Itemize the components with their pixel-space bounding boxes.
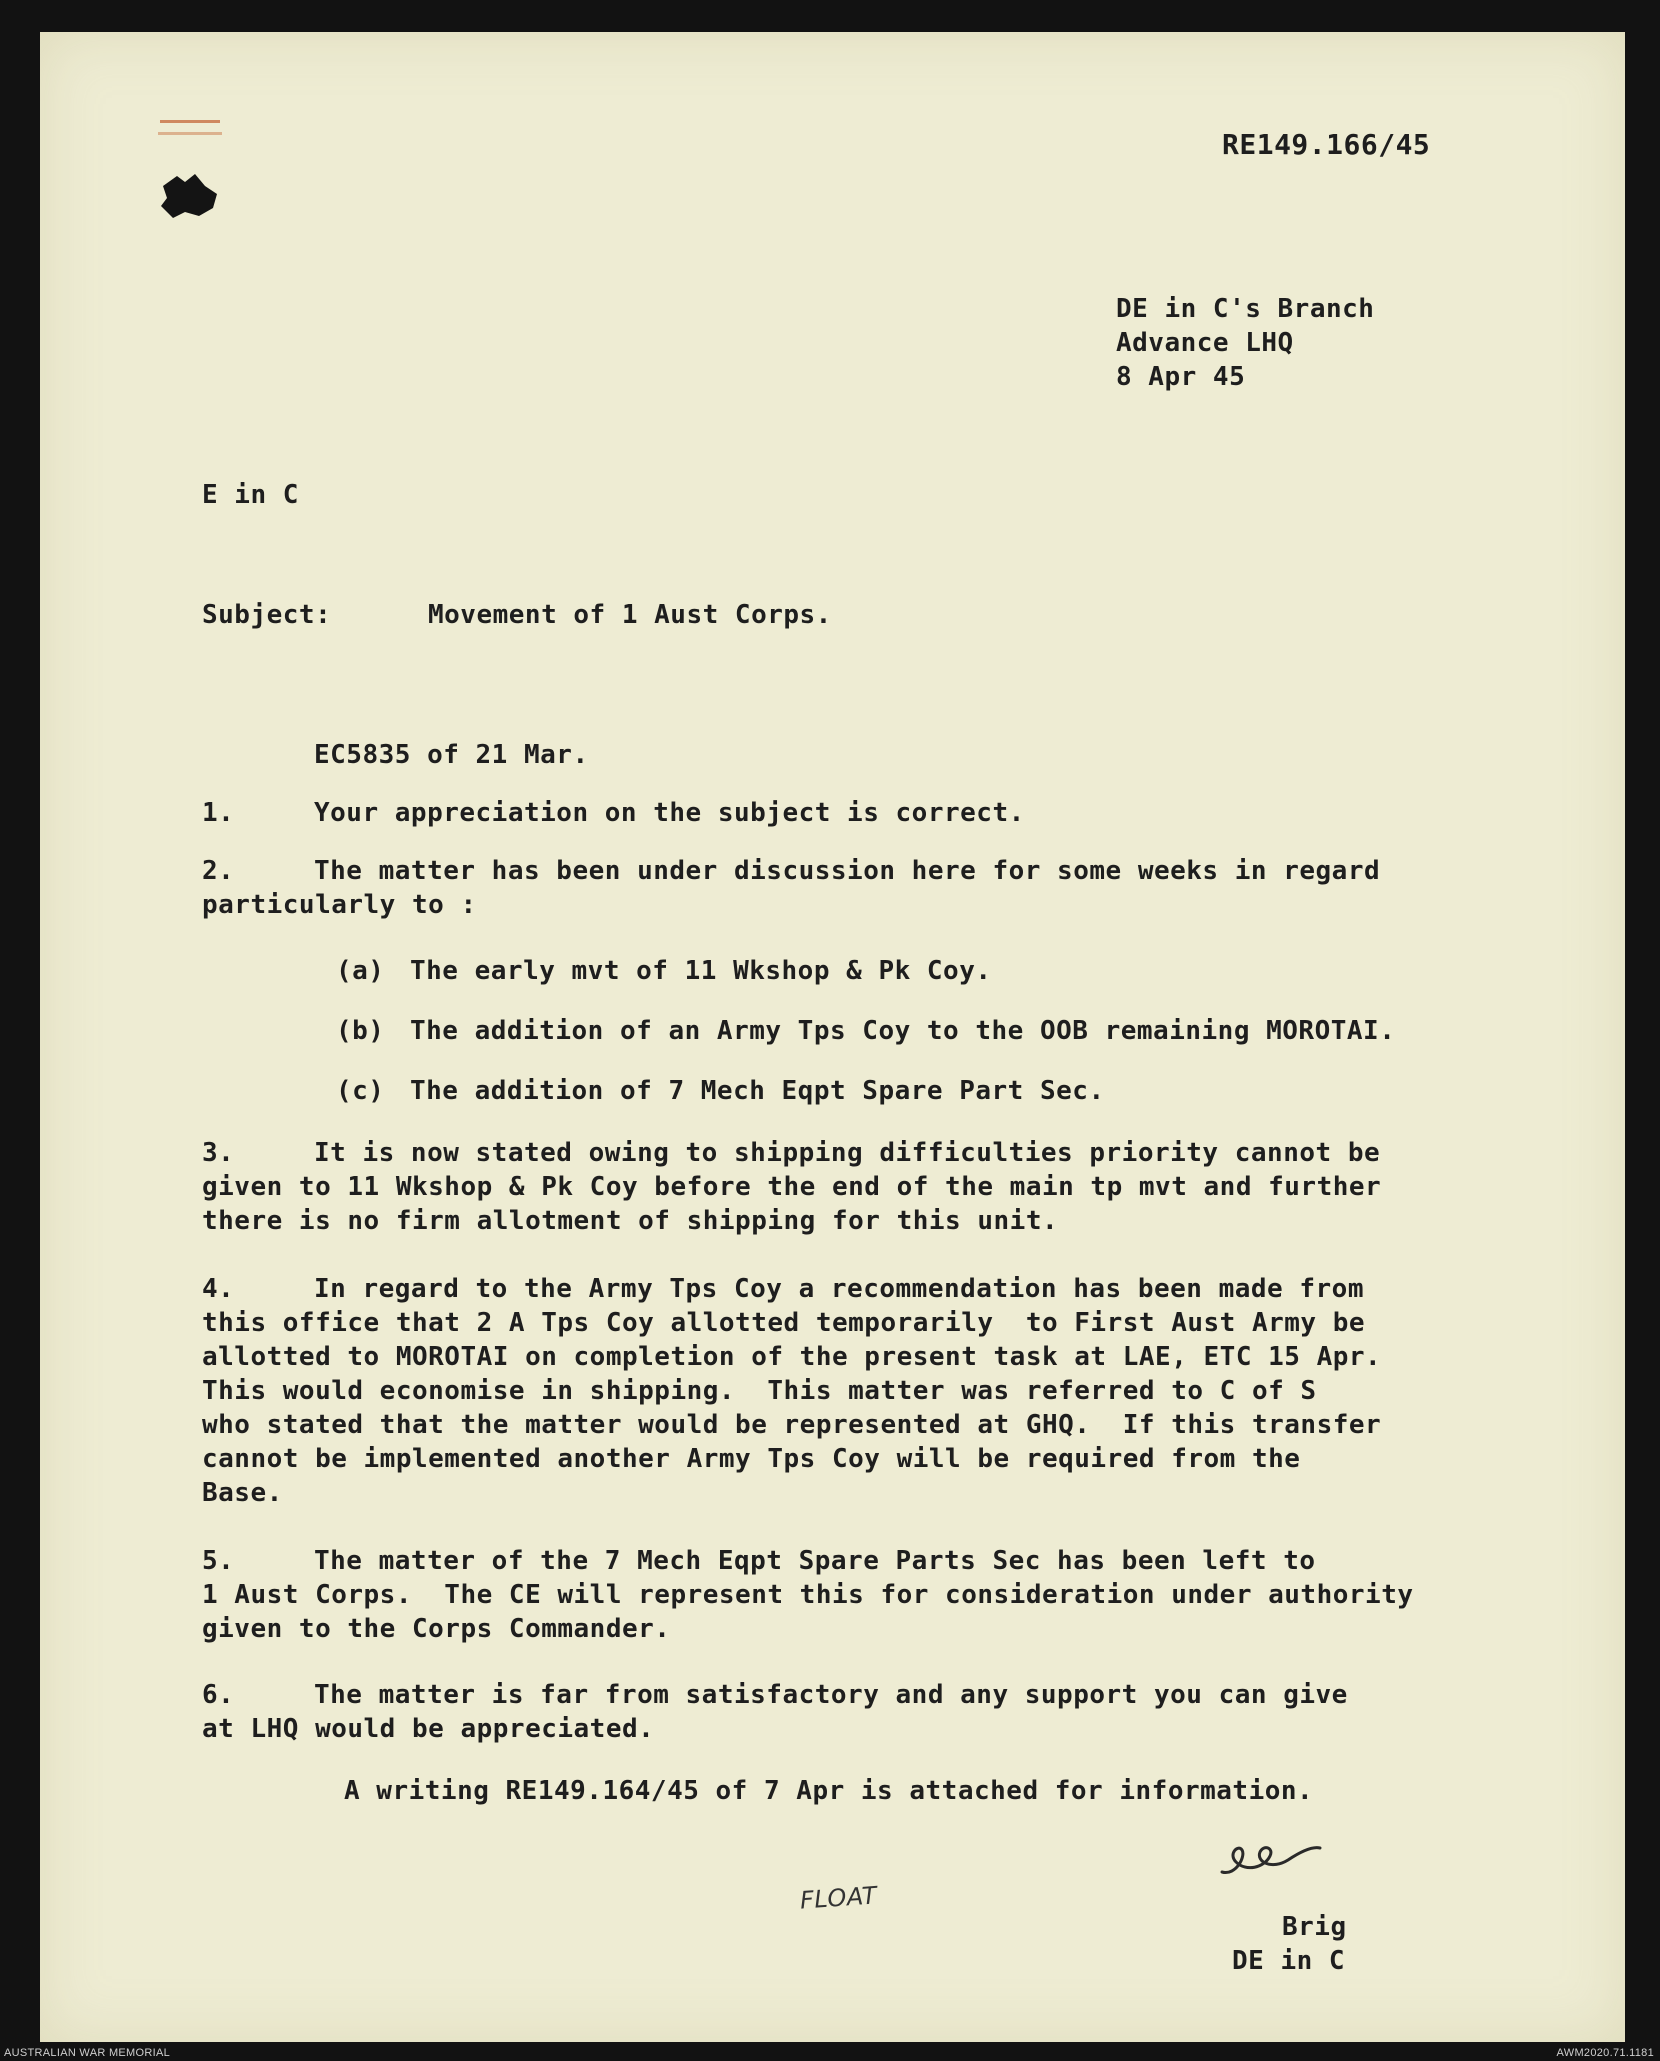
paper-sheet — [40, 32, 1625, 2042]
subject-text: Movement of 1 Aust Corps. — [428, 600, 832, 630]
para-4-line: cannot be implemented another Army Tps Coy will be required from the — [202, 1444, 1301, 1474]
item-a-text: The early mvt of 11 Wkshop & Pk Coy. — [410, 956, 992, 986]
para-3-line: there is no firm allotment of shipping for this unit. — [202, 1206, 1059, 1236]
para-2-line: particularly to : — [202, 890, 477, 920]
addressee: E in C — [202, 480, 299, 510]
para-6-line: at LHQ would be appreciated. — [202, 1714, 655, 1744]
item-c-text: The addition of 7 Mech Eqpt Spare Part Sec. — [410, 1076, 1105, 1106]
handwritten-note: FLOAT — [799, 1881, 879, 1915]
para-3-number: 3. — [202, 1138, 235, 1168]
item-b-label: (b) — [336, 1016, 385, 1046]
para-4-number: 4. — [202, 1274, 235, 1304]
archive-label: AUSTRALIAN WAR MEMORIAL — [4, 2047, 171, 2059]
para-5-line: The matter of the 7 Mech Eqpt Spare Parts Sec has been left to — [314, 1546, 1316, 1576]
reference-number: RE149.166/45 — [1222, 128, 1431, 161]
reference-line: EC5835 of 21 Mar. — [314, 740, 589, 770]
letter-date: 8 Apr 45 — [1116, 362, 1246, 392]
para-4-line: this office that 2 A Tps Coy allotted temporarily to First Aust Army be — [202, 1308, 1366, 1338]
from-location: Advance LHQ — [1116, 328, 1294, 358]
closing-line: A writing RE149.164/45 of 7 Apr is attached for information. — [344, 1776, 1314, 1806]
para-4-line: This would economise in shipping. This matter was referred to C of S — [202, 1376, 1317, 1406]
para-3-line: It is now stated owing to shipping difficulties priority cannot be — [314, 1138, 1381, 1168]
para-2-line: The matter has been under discussion here for some weeks in regard — [314, 856, 1381, 886]
para-1-line: Your appreciation on the subject is correct. — [314, 798, 1025, 828]
para-5-number: 5. — [202, 1546, 235, 1576]
para-5-line: 1 Aust Corps. The CE will represent this for consideration under authority — [202, 1580, 1414, 1610]
para-4-line: In regard to the Army Tps Coy a recommendation has been made from — [314, 1274, 1364, 1304]
item-b-text: The addition of an Army Tps Coy to the OOB remaining MOROTAI. — [410, 1016, 1396, 1046]
signature-title: DE in C — [1232, 1946, 1346, 1976]
para-2-number: 2. — [202, 856, 235, 886]
red-mark — [160, 120, 220, 123]
para-4-line: Base. — [202, 1478, 283, 1508]
para-3-line: given to 11 Wkshop & Pk Coy before the end of the main tp mvt and further — [202, 1172, 1382, 1202]
para-1-number: 1. — [202, 798, 235, 828]
red-mark — [158, 132, 222, 135]
para-4-line: who stated that the matter would be represented at GHQ. If this transfer — [202, 1410, 1382, 1440]
para-4-line: allotted to MOROTAI on completion of the present task at LAE, ETC 15 Apr. — [202, 1342, 1382, 1372]
archive-id: AWM2020.71.1181 — [1556, 2047, 1654, 2059]
para-6-line: The matter is far from satisfactory and any support you can give — [314, 1680, 1348, 1710]
para-6-number: 6. — [202, 1680, 235, 1710]
punched-hole — [155, 172, 225, 222]
signature-scribble — [1216, 1836, 1326, 1886]
item-c-label: (c) — [336, 1076, 385, 1106]
signature-rank: Brig — [1282, 1912, 1347, 1942]
subject-label: Subject: — [202, 600, 332, 630]
para-5-line: given to the Corps Commander. — [202, 1614, 671, 1644]
item-a-label: (a) — [336, 956, 385, 986]
from-branch: DE in C's Branch — [1116, 294, 1375, 324]
